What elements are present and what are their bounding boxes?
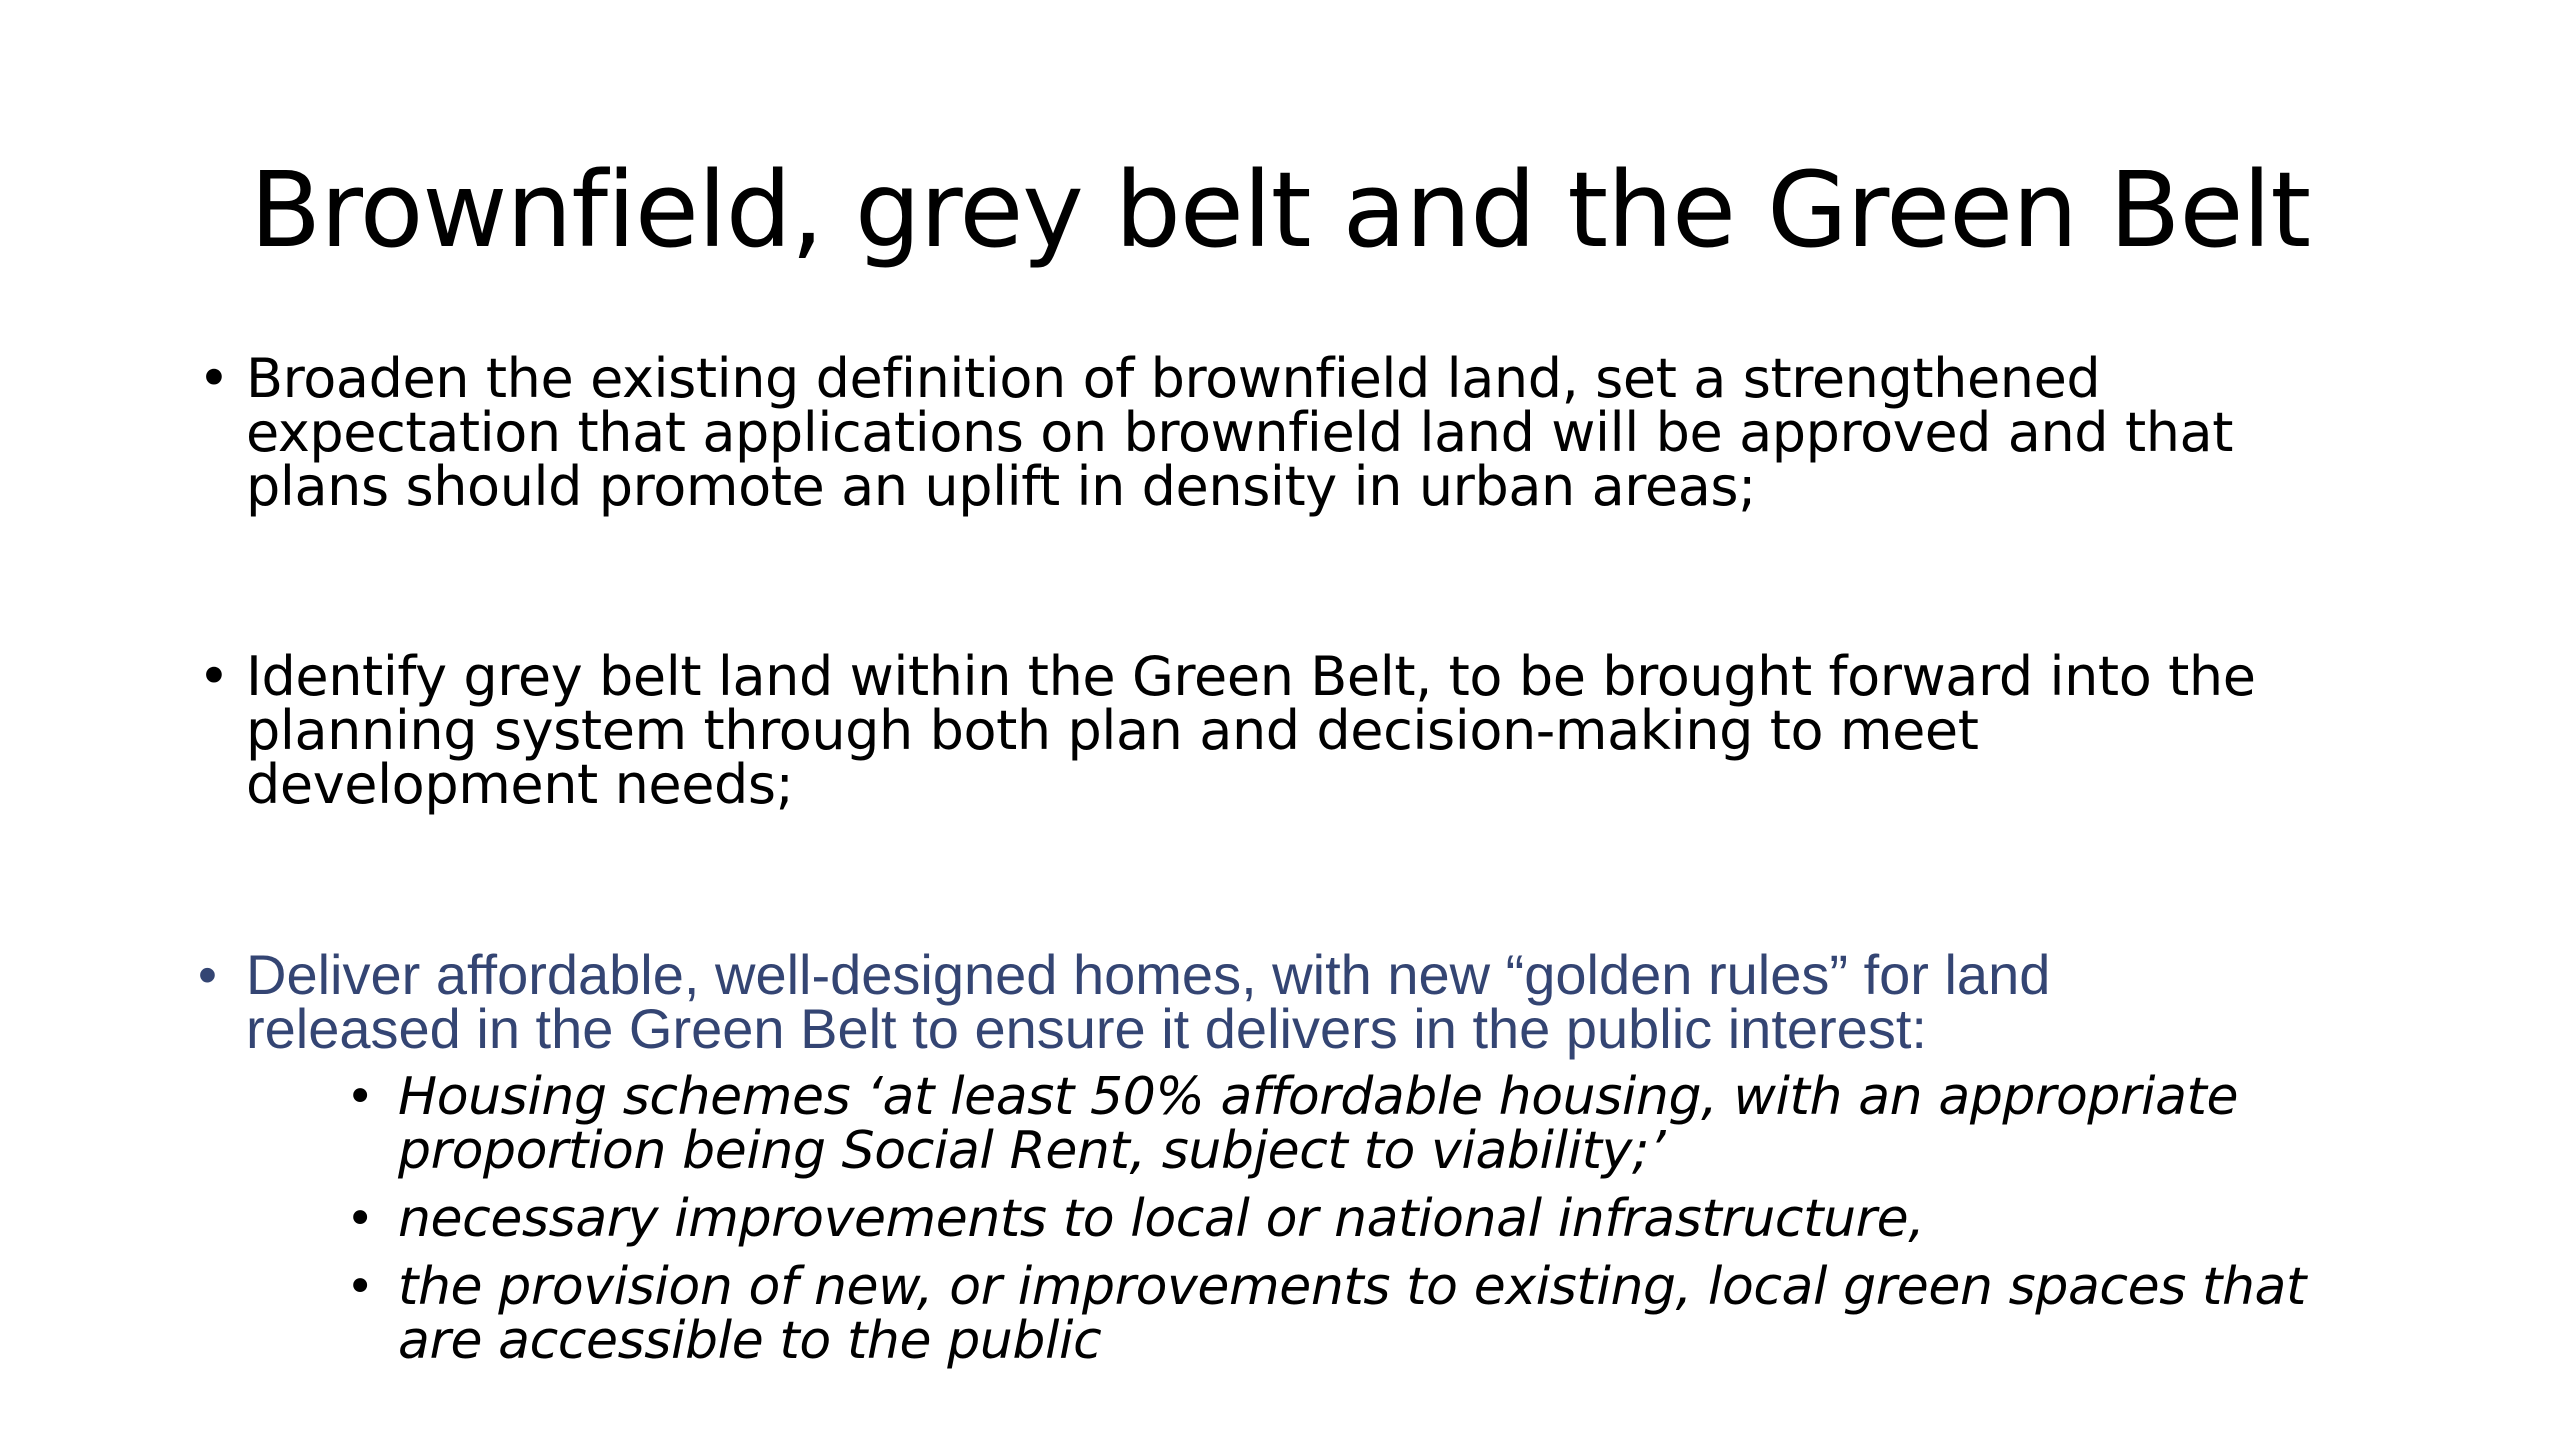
bullet-marker: • — [346, 1069, 374, 1125]
bullet-text-line: Broaden the existing definition of brownfield land, set a strengthened — [246, 347, 2101, 410]
bullet-text-line: planning system through both plan and decision-making to meet — [246, 699, 1979, 762]
sub-bullet-text-line: the provision of new, or improvements to existing, local green spaces that — [398, 1257, 2307, 1317]
bullet-list — [190, 347, 2430, 1371]
bullet-text-line: Deliver affordable, well-designed homes, with new “golden rules” for land — [246, 943, 2051, 1006]
bullet-text-line: expectation that applications on brownfield land will be approved and that — [246, 401, 2234, 464]
bullet-item-brownfield — [190, 347, 2430, 518]
sub-bullet-text-line: Housing schemes ‘at least 50% affordable housing, with an appropriate — [398, 1067, 2239, 1127]
sub-bullet-text-line: proportion being Social Rent, subject to viability;’ — [398, 1121, 1666, 1181]
bullet-marker: • — [346, 1259, 374, 1315]
bullet-text-line: plans should promote an uplift in density in urban areas; — [246, 455, 1756, 518]
bullet-marker: • — [198, 645, 230, 708]
bullet-text-line: released in the Green Belt to ensure it delivers in the public interest: — [246, 997, 1927, 1060]
sub-bullet-text-line: are accessible to the public — [398, 1311, 1102, 1371]
bullet-text-line: Identify grey belt land within the Green Belt, to be brought forward into the — [246, 645, 2256, 708]
sub-bullet-list — [246, 1067, 2430, 1371]
bullet-item-grey-belt — [190, 645, 2430, 816]
bullet-marker: • — [198, 945, 217, 1005]
sub-bullet-green-spaces — [346, 1257, 2430, 1371]
bullet-text-line: development needs; — [246, 753, 794, 816]
sub-bullet-infrastructure — [346, 1189, 2430, 1249]
sub-bullet-text-line: necessary improvements to local or national infrastructure, — [398, 1189, 1925, 1249]
sub-bullet-housing-schemes — [346, 1067, 2430, 1181]
bullet-marker: • — [346, 1191, 374, 1247]
slide-title: Brownfield, grey belt and the Green Belt — [249, 149, 2311, 271]
bullet-item-golden-rules — [190, 943, 2430, 1371]
bullet-marker: • — [198, 347, 230, 410]
